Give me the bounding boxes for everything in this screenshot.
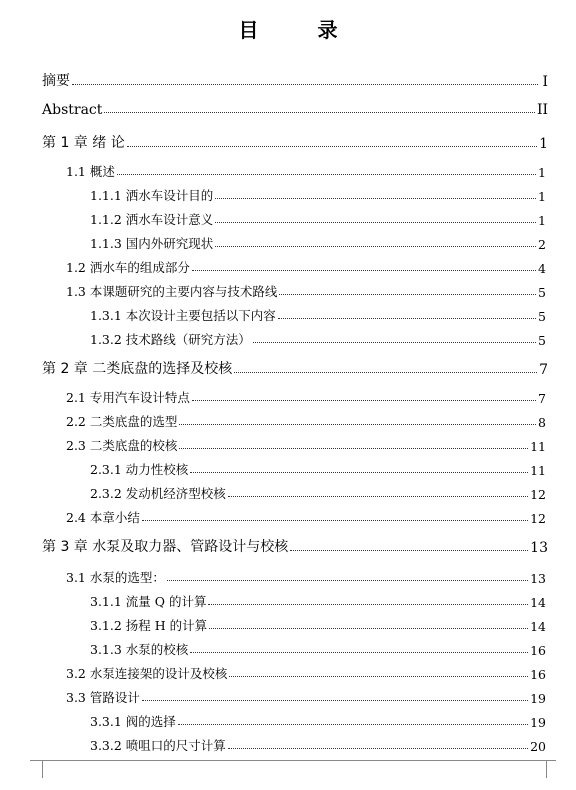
toc-entry-title: 2.1 专用汽车设计特点 xyxy=(66,390,190,405)
toc-entry-page: 12 xyxy=(530,511,546,526)
toc-leader-dots xyxy=(127,145,537,147)
toc-entry[interactable] xyxy=(66,684,546,706)
toc-entry-title: 1.1.3 国内外研究现状 xyxy=(90,236,214,251)
toc-entry-page: 19 xyxy=(530,715,546,730)
toc-entry[interactable] xyxy=(90,456,546,478)
toc-leader-dots xyxy=(228,747,528,749)
toc-entry-title: 1.3.2 技术路线（研究方法） xyxy=(90,332,251,347)
toc-leader-dots xyxy=(234,371,537,373)
toc-entry[interactable] xyxy=(42,130,548,152)
footer-right-tick xyxy=(546,760,547,778)
toc-entry-title: 1.3 本课题研究的主要内容与技术路线 xyxy=(66,284,278,299)
toc-entry[interactable] xyxy=(90,206,546,228)
toc-entry-page: 4 xyxy=(538,261,546,276)
toc-entry[interactable] xyxy=(90,636,546,658)
toc-entry-page: 8 xyxy=(538,415,546,430)
toc-entry-page: 5 xyxy=(538,309,546,324)
toc-leader-dots xyxy=(192,269,536,271)
toc-entry-title: 摘要 xyxy=(42,73,70,89)
toc-entry-page: 11 xyxy=(530,439,546,454)
toc-leader-dots xyxy=(190,651,528,653)
toc-entry[interactable] xyxy=(66,254,546,276)
toc-leader-dots xyxy=(167,579,528,581)
toc-entry-title: 2.4 本章小结 xyxy=(66,510,140,525)
page-title: 目 录 xyxy=(238,18,364,42)
toc-entry[interactable] xyxy=(90,480,546,502)
toc-leader-dots xyxy=(142,519,528,521)
toc-entry-title: 2.2 二类底盘的选型 xyxy=(66,414,178,429)
toc-entry[interactable] xyxy=(42,534,548,556)
toc-entry-title: 3.1 水泵的选型： xyxy=(66,570,165,585)
toc-leader-dots xyxy=(104,111,535,113)
toc-entry[interactable] xyxy=(66,158,546,180)
toc-leader-dots xyxy=(215,221,536,223)
toc-entry[interactable] xyxy=(90,230,546,252)
toc-entry-title: 1.1.2 洒水车设计意义 xyxy=(90,212,214,227)
toc-entry[interactable] xyxy=(66,564,546,586)
toc-entry[interactable] xyxy=(90,588,546,610)
toc-entry-title: 3.1.1 流量 Q 的计算 xyxy=(90,594,207,609)
toc-entry-title: 1.1.1 洒水车设计目的 xyxy=(90,188,214,203)
toc-entry-page: 1 xyxy=(538,165,546,180)
toc-entry-page: 1 xyxy=(538,189,546,204)
toc-leader-dots xyxy=(215,245,536,247)
toc-entry-page: 20 xyxy=(530,739,546,754)
toc-entry-title: Abstract xyxy=(42,102,103,118)
toc-entry-page: 7 xyxy=(539,362,548,378)
toc-entry-title: 2.3.1 动力性校核 xyxy=(90,462,189,477)
footer-divider xyxy=(30,760,556,761)
toc-leader-dots xyxy=(228,495,528,497)
toc-entry[interactable] xyxy=(66,408,546,430)
toc-entry-page: 1 xyxy=(539,136,548,152)
toc-entry-title: 1.1 概述 xyxy=(66,164,115,179)
toc-leader-dots xyxy=(208,603,528,605)
toc-entry-page: 5 xyxy=(538,333,546,348)
toc-entry-title: 1.3.1 本次设计主要包括以下内容 xyxy=(90,308,276,323)
toc-leader-dots xyxy=(179,423,536,425)
toc-leader-dots xyxy=(178,723,528,725)
toc-entry-page: 12 xyxy=(530,487,546,502)
toc-entry-page: I xyxy=(542,74,548,90)
toc-entry-title: 3.1.2 扬程 H 的计算 xyxy=(90,618,208,633)
toc-leader-dots xyxy=(279,293,536,295)
toc-entry-page: 7 xyxy=(538,391,546,406)
toc-leader-dots xyxy=(192,399,536,401)
footer-left-tick xyxy=(42,760,43,778)
toc-leader-dots xyxy=(253,341,536,343)
toc-entry[interactable] xyxy=(90,182,546,204)
toc-entry[interactable] xyxy=(66,278,546,300)
toc-entry-page: 14 xyxy=(530,619,546,634)
toc-leader-dots xyxy=(142,699,528,701)
toc-entry-title: 第 1 章 绪 论 xyxy=(42,135,125,151)
toc-entry-title: 3.3 管路设计 xyxy=(66,690,140,705)
toc-entry-page: 2 xyxy=(538,237,546,252)
toc-entry-title: 1.2 洒水车的组成部分 xyxy=(66,260,190,275)
toc-leader-dots xyxy=(290,549,528,551)
toc-entry[interactable] xyxy=(42,96,548,118)
toc-entry[interactable] xyxy=(90,612,546,634)
toc-entry[interactable] xyxy=(90,302,546,324)
toc-entry[interactable] xyxy=(66,432,546,454)
toc-entry-page: 16 xyxy=(530,667,546,682)
toc-entry-page: 13 xyxy=(530,540,548,556)
toc-entry-page: 16 xyxy=(530,643,546,658)
toc-entry-page: 1 xyxy=(538,213,546,228)
toc-entry-title: 3.2 水泵连接架的设计及校核 xyxy=(66,666,228,681)
toc-entry[interactable] xyxy=(66,504,546,526)
toc-entry-page: 11 xyxy=(530,463,546,478)
toc-entry-title: 3.1.3 水泵的校核 xyxy=(90,642,189,657)
toc-entry-title: 第 3 章 水泵及取力器、管路设计与校核 xyxy=(42,539,289,555)
toc-entry[interactable] xyxy=(42,68,548,90)
toc-entry-page: 5 xyxy=(538,285,546,300)
toc-entry[interactable] xyxy=(42,356,548,378)
toc-entry[interactable] xyxy=(90,326,546,348)
toc-leader-dots xyxy=(117,173,536,175)
toc-entry[interactable] xyxy=(90,732,546,754)
toc-entry-title: 3.3.1 阀的选择 xyxy=(90,714,176,729)
toc-leader-dots xyxy=(278,317,536,319)
toc-entry-page: 13 xyxy=(530,571,546,586)
toc-leader-dots xyxy=(72,83,538,85)
toc-leader-dots xyxy=(215,197,536,199)
toc-leader-dots xyxy=(179,447,528,449)
toc-leader-dots xyxy=(229,675,528,677)
toc-entry-page: 14 xyxy=(530,595,546,610)
toc-entry-title: 2.3 二类底盘的校核 xyxy=(66,438,178,453)
toc-entry[interactable] xyxy=(66,384,546,406)
toc-entry-page: II xyxy=(536,102,548,118)
toc-leader-dots xyxy=(190,471,528,473)
toc-entry-title: 3.3.2 喷咀口的尺寸计算 xyxy=(90,738,226,753)
toc-entry-title: 2.3.2 发动机经济型校核 xyxy=(90,486,226,501)
toc-entry[interactable] xyxy=(66,660,546,682)
toc-leader-dots xyxy=(209,627,528,629)
toc-entry[interactable] xyxy=(90,708,546,730)
toc-entry-page: 19 xyxy=(530,691,546,706)
toc-entry-title: 第 2 章 二类底盘的选择及校核 xyxy=(42,361,233,377)
